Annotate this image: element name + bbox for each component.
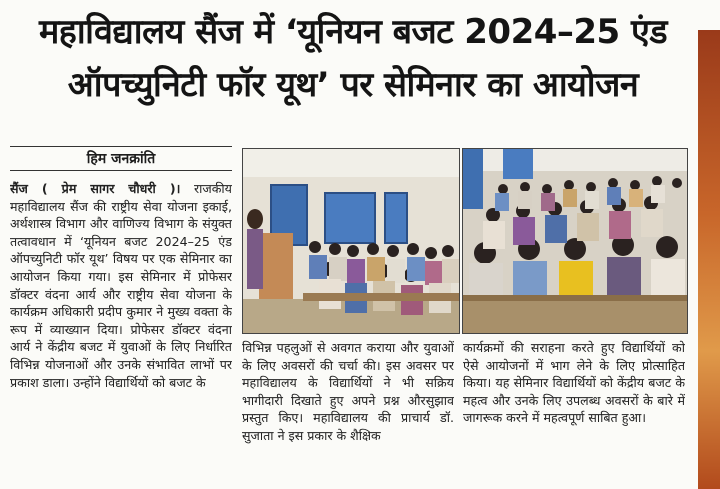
dateline: सैंज ( प्रेम सागर चौधरी )। [10,181,181,196]
headline-line-1: महाविद्यालय सैंज में ‘यूनियन बजट 2024–25 एंड [38,12,668,52]
adjacent-photo-edge [698,30,720,489]
article-column-1 [10,180,232,480]
headline-line-2: ऑपच्युनिटी फॉर यूथ’ पर सेमिनार का आयोजन [67,65,639,105]
byline: हिम जनक्रांति [10,146,232,171]
article-column-3: कार्यक्रमों की सराहना करते हुए विद्यार्थियों को ऐसे आयोजनों में भाग लेने के लिए प्रोत्साहित किया। यह सेमिनार विद्यार्थियों को केंद्रीय बजट के महत्व और उनके लिए उपलब्ध अवसरों के बारे में जागरूक करने में महत्वपूर्ण साबित हुआ। [463,340,685,426]
column-1-text: राजकीय महाविद्यालय सैंज की राष्ट्रीय सेवा योजना इकाई, अर्थशास्त्र विभाग और वाणिज्य विभाग के संयुक्त तत्वावधान में ‘यूनियन बजट 2024–25 एंड ऑपच्युनिटी फॉर यूथ’ विषय पर एक सेमिनार का आयोजन किया गया। इस सेमिनार में प्रोफेसर डॉक्टर वंदना आर्य और राष्ट्रीय सेवा योजना के कार्यक्रम अधिकारी प्रदीप कुमार ने मुख्य वक्ता के रूप में व्याख्यान दिया। प्रोफेसर डॉक्टर वंदना आर्य ने केंद्रीय बजट में युवाओं के लिए निर्धारित विभिन्न योजनाओं और उनके संभावित लाभों पर प्रकाश डाला। उन्होंने विद्यार्थियों को बजट के [10,181,232,390]
headline [8,6,698,112]
seminar-photo-speaker [242,148,460,334]
article-column-2: विभिन्न पहलुओं से अवगत कराया और युवाओं के लिए अवसरों की चर्चा की। इस अवसर पर महाविद्यालय के विद्यार्थियों ने भी सक्रिय भागीदारी दिखाते हुए अपने प्रश्न औरसुझाव प्रस्तुत किए। महाविद्यालय की प्राचार्य डॉ. सुजाता ने इस प्रकार के शैक्षिक [242,340,454,443]
seminar-photo-students [462,148,688,334]
